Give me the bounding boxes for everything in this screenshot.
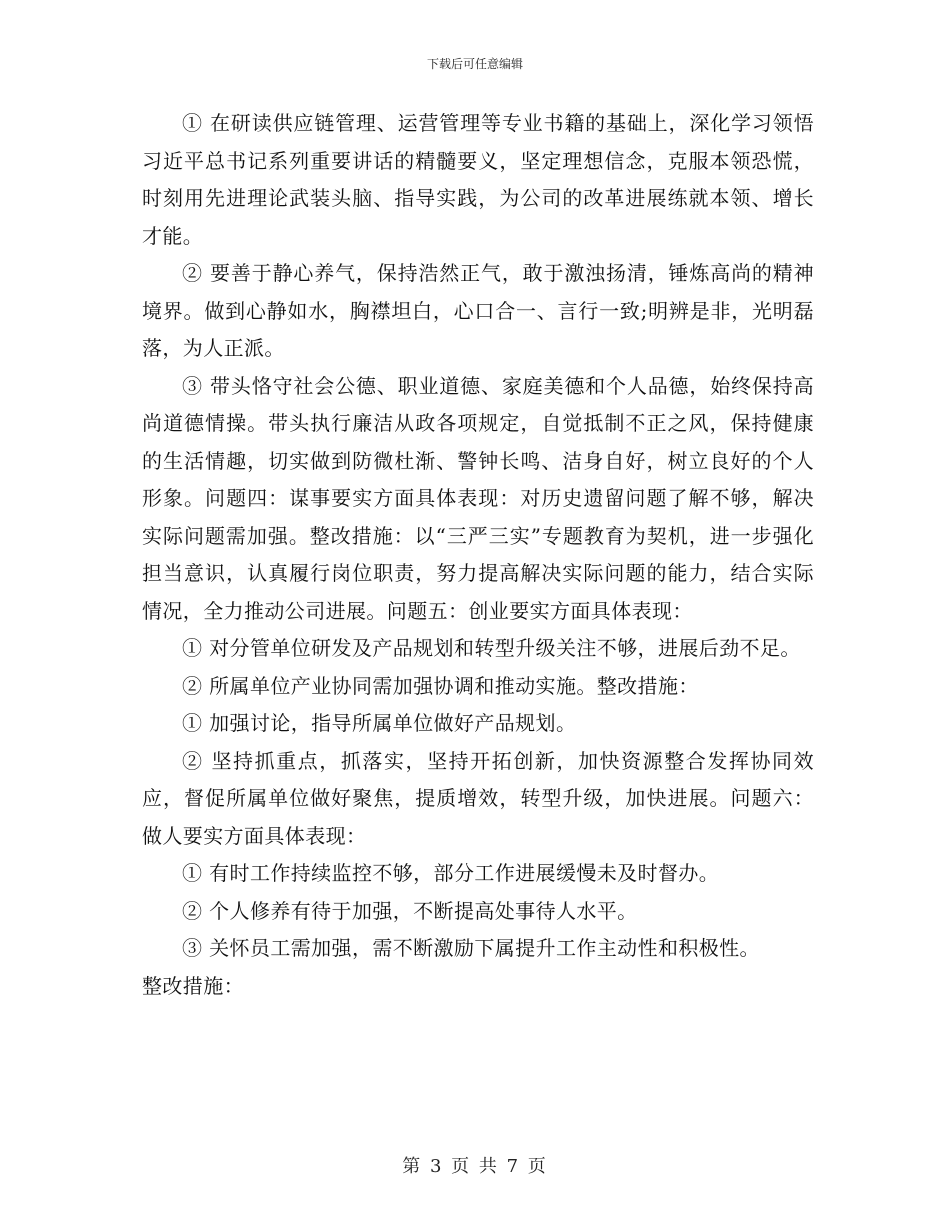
paragraph-4: ① 对分管单位研发及产品规划和转型升级关注不够，进展后劲不足。: [182, 636, 801, 660]
document-body: [142, 105, 814, 1005]
paragraph-9: ② 个人修养有待于加强，不断提高处事待人水平。: [182, 898, 638, 923]
paragraph-8: ① 有时工作持续监控不够，部分工作进展缓慢未及时督办。: [182, 861, 720, 885]
paragraph-10: ③ 关怀员工需加强，需不断激励下属提升工作主动性和积极性。: [182, 936, 760, 960]
paragraph-3: ③ 带头恪守社会公德、职业道德、家庭美德和个人品德，始终保持高尚道德情操。带头执行廉洁从政各项规定，自觉抵制不正之风，保持健康的生活情趣，切实做到防微杜渐、警钟长鸣、洁身自好，树立良好的个人形象。问题四：谋事要实方面具体表现：对历史遗留问题了解不够，解决实际问题需加强。整改措施：以“三严三实”专题教育为契机，进一步强化担当意识，认真履行岗位职责，努力提高解决实际问题的能力，结合实际情况，全力推动公司进展。问题五：创业要实方面具体表现：: [142, 373, 814, 623]
closing-line: 整改措施：: [142, 973, 244, 998]
paragraph-2: ② 要善于静心养气，保持浩然正气，敢于激浊扬清，锤炼高尚的精神境界。做到心静如水，胸襟坦白，心口合一、言行一致;明辨是非，光明磊落，为人正派。: [142, 261, 814, 360]
paragraph-6: ① 加强讨论，指导所属单位做好产品规划。: [182, 711, 577, 735]
paragraph-1: ① 在研读供应链管理、运营管理等专业书籍的基础上，深化学习领悟习近平总书记系列重要讲话的精髓要义，坚定理想信念，克服本领恐慌，时刻用先进理论武装头脑、指导实践，为公司的改革进展练就本领、增长才能。: [142, 111, 814, 248]
paragraph-5: ② 所属单位产业协同需加强协调和推动实施。整改措施：: [182, 673, 699, 698]
page-header: 下载后可任意编辑: [426, 57, 523, 71]
paragraph-7: ② 坚持抓重点，抓落实，坚持开拓创新，加快资源整合发挥协同效应，督促所属单位做好聚焦，提质增效，转型升级，加快进展。问题六：做人要实方面具体表现：: [142, 748, 814, 848]
page-number: 第 3 页 共 7 页: [402, 1156, 548, 1177]
